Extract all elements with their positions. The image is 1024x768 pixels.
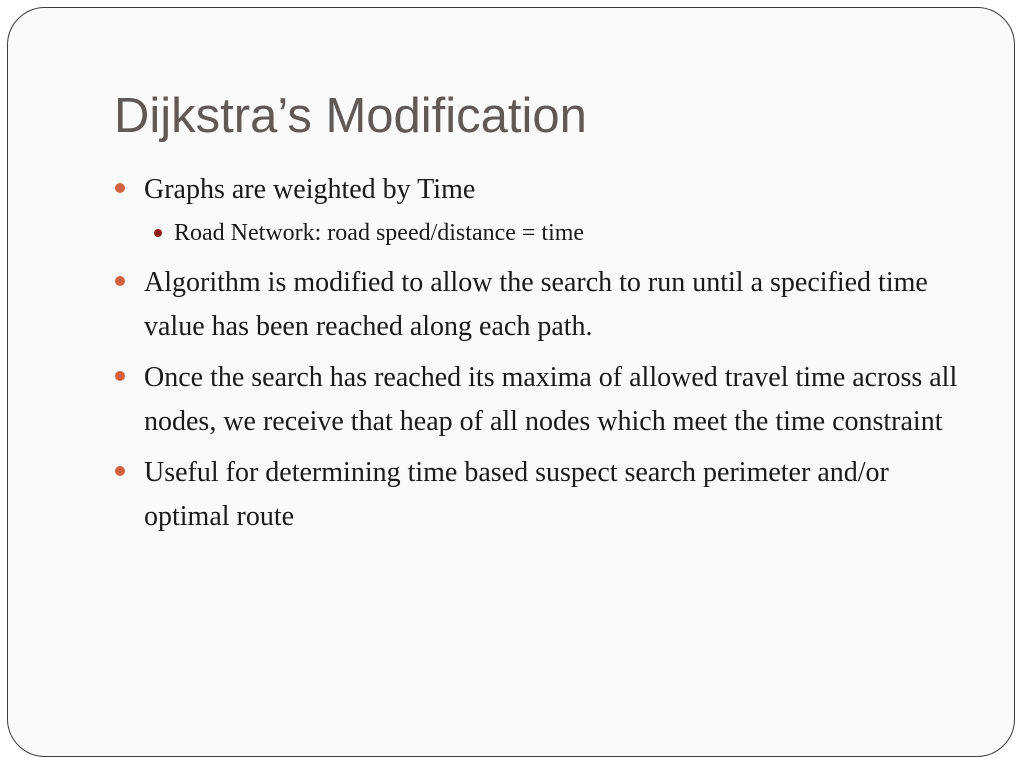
bullet-dot-icon bbox=[115, 183, 125, 193]
sub-bullet-text: Road Network: road speed/distance = time bbox=[174, 220, 585, 246]
sub-bullet-dot-icon bbox=[154, 229, 162, 237]
bullet-item bbox=[114, 261, 974, 349]
bullet-item bbox=[114, 451, 974, 539]
slide-title: Dijkstra’s Modification bbox=[114, 89, 587, 143]
bullet-text: Once the search has reached its maxima of allowed travel time across all nodes, we receive that heap of all nodes which meet the time constraint bbox=[144, 362, 958, 437]
bullet-text: Useful for determining time based suspect search perimeter and/or optimal route bbox=[144, 457, 889, 532]
sub-bullet-item bbox=[114, 215, 974, 251]
bullet-dot-icon bbox=[115, 371, 125, 381]
bullet-dot-icon bbox=[115, 276, 125, 286]
bullet-dot-icon bbox=[115, 466, 125, 476]
bullet-list bbox=[114, 168, 974, 546]
bullet-text: Graphs are weighted by Time bbox=[144, 174, 476, 205]
bullet-text: Algorithm is modified to allow the search to run until a specified time value has been reached along each path. bbox=[144, 267, 928, 342]
bullet-item bbox=[114, 356, 974, 444]
bullet-item bbox=[114, 168, 974, 212]
